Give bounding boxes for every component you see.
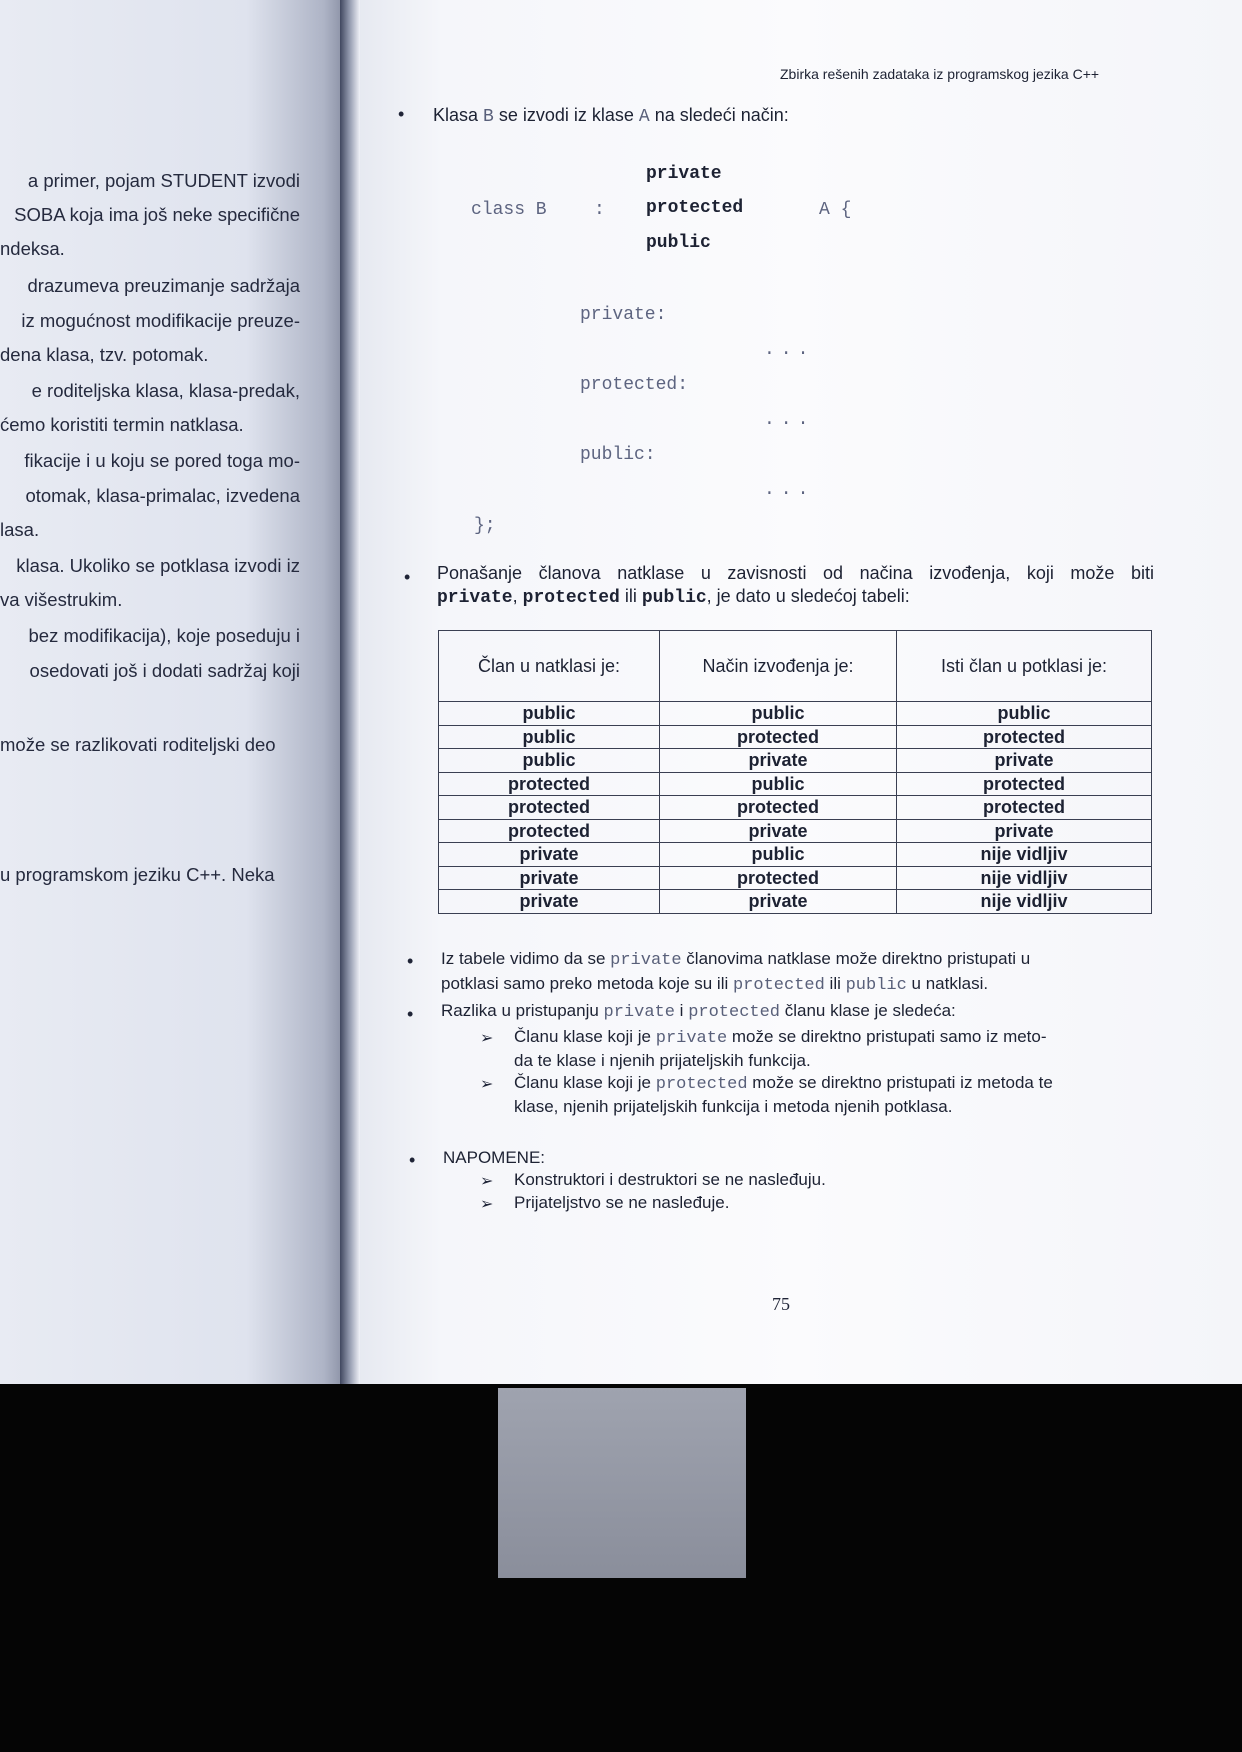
running-header: Zbirka rešenih zadataka iz programskog jezika C++ <box>780 66 1100 82</box>
table-cell: public <box>897 702 1152 726</box>
table-header-cell: Isti član u potklasi je: <box>897 631 1152 702</box>
code-keyword-private: private <box>646 164 722 184</box>
table-cell: public <box>660 843 897 867</box>
left-line: osedovati još i dodati sadržaj koji <box>29 660 300 681</box>
table-cell: public <box>439 702 660 726</box>
table-cell: private <box>660 749 897 773</box>
arrow-bullet-icon: ➢ <box>480 1196 494 1213</box>
left-line: klasa. Ukoliko se potklasa izvodi iz <box>16 555 300 576</box>
note2-sub1-line1: Članu klase koji je private može se direktno pristupati samo iz meto- <box>514 1027 1047 1048</box>
table-row <box>439 772 1152 796</box>
bullet: • <box>404 567 411 587</box>
scanner-backdrop <box>498 1388 746 1578</box>
napomene-item: Prijateljstvo se ne nasleđuje. <box>514 1193 730 1212</box>
bullet: • <box>398 104 405 124</box>
left-line: može se razlikovati roditeljski deo <box>0 734 276 755</box>
left-line: va višestrukim. <box>0 589 123 610</box>
table-cell: protected <box>897 772 1152 796</box>
table-cell: public <box>660 772 897 796</box>
table-cell: nije vidljiv <box>897 866 1152 890</box>
table-row <box>439 796 1152 820</box>
table-cell: private <box>439 866 660 890</box>
table-row <box>439 819 1152 843</box>
table-header-cell: Član u natklasi je: <box>439 631 660 702</box>
note2-sub1-line2: da te klase i njenih prijateljskih funkcija. <box>514 1051 811 1070</box>
left-page <box>0 0 352 1384</box>
table-cell: public <box>439 725 660 749</box>
code-section-protected: protected: <box>580 375 689 395</box>
code-base-class: A { <box>819 200 852 220</box>
left-line: fikacije i u koju se pored toga mo- <box>24 450 300 471</box>
table-cell: public <box>660 702 897 726</box>
table-row <box>439 725 1152 749</box>
code-ellipsis: ... <box>764 410 815 430</box>
arrow-bullet-icon: ➢ <box>480 1076 494 1093</box>
napomene-title: NAPOMENE: <box>443 1148 546 1167</box>
note2-sub2-line1: Članu klase koji je protected može se direktno pristupati iz metoda te <box>514 1073 1053 1094</box>
code-section-public: public: <box>580 445 656 465</box>
table-cell: protected <box>439 796 660 820</box>
left-line: otomak, klasa-primalac, izvedena <box>25 485 300 506</box>
code-colon: : <box>594 200 605 220</box>
bullet: • <box>407 1004 414 1024</box>
bullet: • <box>407 951 414 971</box>
arrow-bullet-icon: ➢ <box>480 1030 494 1047</box>
left-line: drazumeva preuzimanje sadržaja <box>27 275 300 296</box>
table-header-row <box>439 631 1152 702</box>
table-row <box>439 749 1152 773</box>
note2-line: Razlika u pristupanju private i protected članu klase je sledeća: <box>441 1001 956 1022</box>
table-cell: protected <box>660 725 897 749</box>
left-line: SOBA koja ima još neke specifične <box>14 204 300 225</box>
book-gutter <box>340 0 360 1384</box>
access-table <box>438 630 1152 914</box>
table-cell: protected <box>897 725 1152 749</box>
note1-line2: potklasi samo preko metoda koje su ili protected ili public u natklasi. <box>441 974 989 995</box>
left-line: lasa. <box>0 519 40 540</box>
left-line: ndeksa. <box>0 238 65 259</box>
left-line: a primer, pojam STUDENT izvodi <box>27 170 300 191</box>
table-row <box>439 702 1152 726</box>
left-line: bez modifikacija), koje poseduju i <box>28 625 300 646</box>
table-cell: protected <box>897 796 1152 820</box>
page-number: 75 <box>772 1294 790 1314</box>
behavior-line2: private, protected ili public, je dato u sledećoj tabeli: <box>437 586 910 608</box>
bullet: • <box>409 1150 416 1170</box>
left-line: e roditeljska klasa, klasa-predak, <box>31 380 300 401</box>
table-row <box>439 890 1152 914</box>
code-close: }; <box>474 516 496 536</box>
table-cell: nije vidljiv <box>897 843 1152 867</box>
table-cell: private <box>897 819 1152 843</box>
table-cell: protected <box>439 772 660 796</box>
note2-sub2-line2: klase, njenih prijateljskih funkcija i metoda njenih potklasa. <box>514 1097 953 1116</box>
arrow-bullet-icon: ➢ <box>480 1173 494 1190</box>
table-cell: private <box>439 843 660 867</box>
table-cell: public <box>439 749 660 773</box>
table-cell: private <box>660 890 897 914</box>
left-line: dena klasa, tzv. potomak. <box>0 344 209 365</box>
table-cell: nije vidljiv <box>897 890 1152 914</box>
code-class-decl: class B <box>471 200 547 220</box>
behavior-line1: Ponašanje članova natklase u zavisnosti od načina izvođenja, koji može biti <box>437 563 1154 583</box>
table-header-cell: Način izvođenja je: <box>660 631 897 702</box>
table-cell: private <box>439 890 660 914</box>
code-section-private: private: <box>580 305 667 325</box>
left-line: iz mogućnost modifikacije preuze- <box>21 310 300 331</box>
table-cell: protected <box>660 796 897 820</box>
left-line: u programskom jeziku C++. Neka <box>0 864 275 885</box>
code-ellipsis: ... <box>764 340 815 360</box>
table-cell: protected <box>660 866 897 890</box>
left-line: ćemo koristiti termin natklasa. <box>0 414 244 435</box>
table-row <box>439 866 1152 890</box>
napomene-item: Konstruktori i destruktori se ne nasleđuju. <box>514 1170 826 1189</box>
code-keyword-protected: protected <box>646 198 744 218</box>
code-ellipsis: ... <box>764 480 815 500</box>
code-keyword-public: public <box>646 233 711 253</box>
note1-line1: Iz tabele vidimo da se private članovima natklase može direktno pristupati u <box>441 949 1031 970</box>
table-cell: private <box>660 819 897 843</box>
intro-paragraph: Klasa B se izvodi iz klase A na sledeći način: <box>433 105 789 127</box>
table-row <box>439 843 1152 867</box>
table-cell: protected <box>439 819 660 843</box>
table-cell: private <box>897 749 1152 773</box>
